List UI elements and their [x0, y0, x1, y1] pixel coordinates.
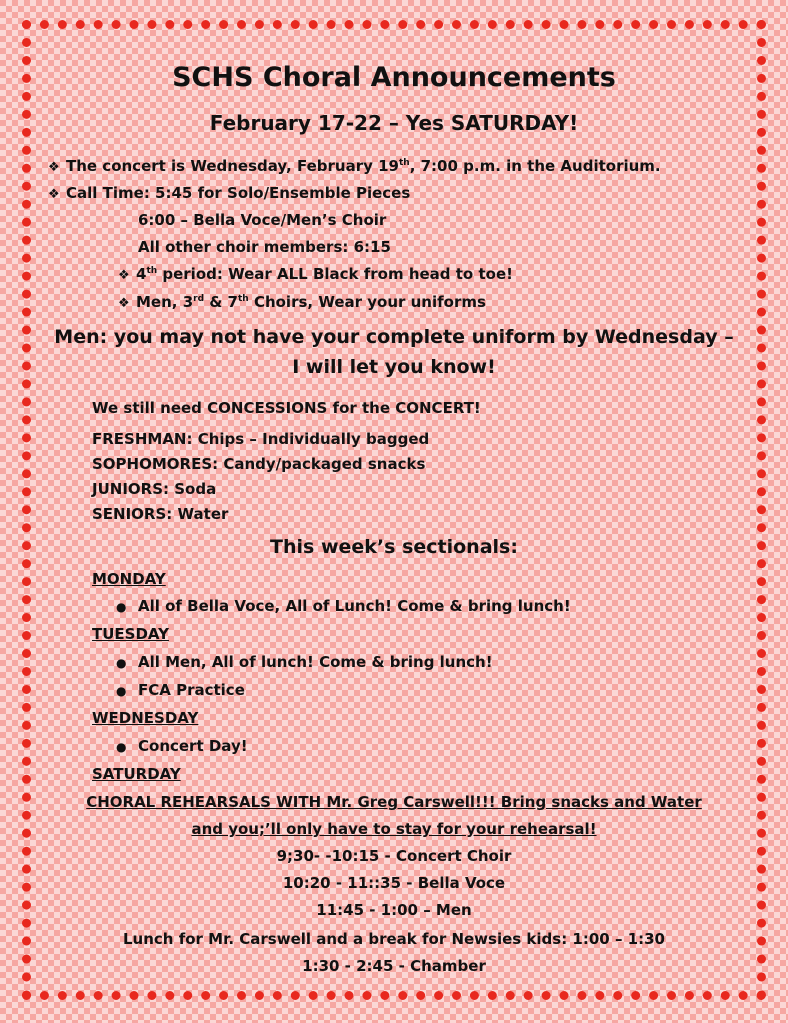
attire-men: ❖ Men, 3rd & 7th Choirs, Wear your uniforms: [118, 292, 486, 314]
list-item: ● Concert Day!: [116, 737, 248, 755]
men-notice-line2: I will let you know!: [292, 356, 496, 378]
attire-fourth-period: ❖ 4th period: Wear ALL Black from head to toe!: [118, 264, 513, 286]
concession-item: SOPHOMORES: Candy/packaged snacks: [92, 455, 426, 473]
day-tuesday: TUESDAY: [92, 625, 169, 643]
concession-item: JUNIORS: Soda: [92, 480, 217, 498]
calltime-others: All other choir members: 6:15: [138, 238, 391, 256]
men-notice-line1: Men: you may not have your complete uniform by Wednesday –: [54, 326, 734, 348]
calltime-bella-men: 6:00 – Bella Voce/Men’s Choir: [138, 211, 387, 229]
list-item: ● FCA Practice: [116, 681, 245, 699]
list-item: ● All Men, All of lunch! Come & bring lunch!: [116, 653, 493, 671]
diamond-bullet-icon: ❖: [118, 268, 130, 283]
bullet-icon: ●: [116, 684, 127, 698]
rehearsal-line2: and you;’ll only have to stay for your rehearsal!: [191, 820, 597, 838]
list-item: ● All of Bella Voce, All of Lunch! Come & bring lunch!: [116, 597, 571, 615]
schedule-item: 9;30- -10:15 - Concert Choir: [276, 847, 512, 865]
day-monday: MONDAY: [92, 570, 166, 588]
schedule-item: 11:45 - 1:00 – Men: [316, 901, 472, 919]
diamond-bullet-icon: ❖: [118, 296, 130, 311]
concession-item: SENIORS: Water: [92, 505, 229, 523]
day-wednesday: WEDNESDAY: [92, 709, 199, 727]
rehearsal-line1: CHORAL REHEARSALS WITH Mr. Greg Carswell!!! Bring snacks and Water: [86, 793, 702, 811]
bullet-icon: ●: [116, 656, 127, 670]
concert-line: ❖ The concert is Wednesday, February 19th, 7:00 p.m. in the Auditorium.: [48, 156, 661, 178]
schedule-item: 10:20 - 11::35 - Bella Voce: [282, 874, 506, 892]
bullet-icon: ●: [116, 600, 127, 614]
schedule-item: Lunch for Mr. Carswell and a break for Newsies kids: 1:00 – 1:30: [123, 930, 665, 948]
diamond-bullet-icon: ❖: [48, 160, 60, 175]
concessions-heading: We still need CONCESSIONS for the CONCERT!: [92, 399, 481, 417]
page-title: SCHS Choral Announcements: [172, 62, 616, 93]
diamond-bullet-icon: ❖: [48, 187, 60, 202]
page-subtitle: February 17-22 – Yes SATURDAY!: [209, 111, 579, 135]
schedule-item: 1:30 - 2:45 - Chamber: [302, 957, 486, 975]
sectionals-heading: This week’s sectionals:: [270, 536, 518, 558]
concession-item: FRESHMAN: Chips – Individually bagged: [92, 430, 430, 448]
day-saturday: SATURDAY: [92, 765, 181, 783]
bullet-icon: ●: [116, 740, 127, 754]
calltime-line: ❖ Call Time: 5:45 for Solo/Ensemble Pieces: [48, 183, 410, 205]
